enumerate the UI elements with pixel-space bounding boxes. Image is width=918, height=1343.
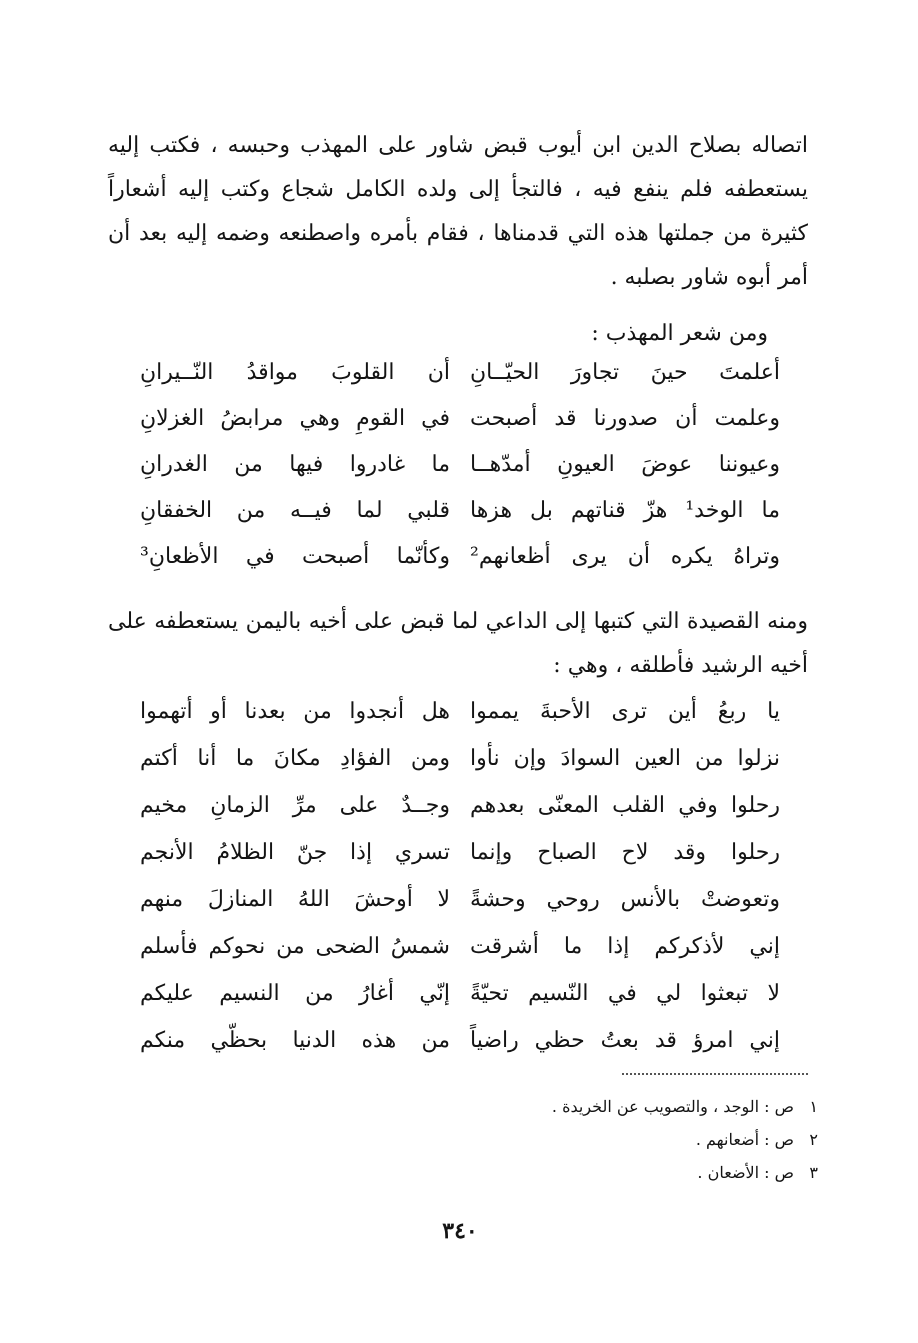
footnote-text: ص : الوجد ، والتصويب عن الخريدة . [551,1097,794,1116]
footnote-text: ص : الأضعان . [697,1163,794,1182]
footnote-text: ص : أضعانهم . [695,1130,794,1149]
verse-line [140,970,780,1017]
verse-second-hemistich: ومن الفؤادِ مكانَ ما أنا أكتم [140,746,450,771]
verse-line [140,396,780,442]
verse-second-hemistich: في القومِ وهي مرابضُ الغزلانِ [140,406,450,431]
poem-2 [140,688,780,1064]
verse-first-hemistich: إني لأذكركم إذا ما أشرقت [470,934,780,959]
verse-second-hemistich: هل أنجدوا من بعدنا أو أتهموا [140,699,450,724]
verse-second-hemistich: تسري إذا جنّ الظلامُ الأنجم [140,840,450,865]
paragraph-qasida-intro: ومنه القصيدة التي كتبها إلى الداعي لما قبض على أخيه باليمن يستعطفه على أخيه الرشيد فأطلقه ، وهي : [108,609,808,678]
verse-second-hemistich: أن القلوبَ مواقدُ النّــيرانِ [140,360,450,385]
verse-line [140,735,780,782]
verse-first-hemistich: وتعوضتْ بالأنس روحي وحشةً [470,887,780,912]
footnote-separator [622,1073,808,1075]
verse-first-hemistich: رحلوا وفي القلب المعنّى بعدهم [470,793,780,818]
poem-1 [140,350,780,580]
footnote-number: ١ [809,1097,818,1116]
verse-first-hemistich: نزلوا من العين السوادَ وإن نأوا [470,746,780,771]
verse-second-hemistich: لا أوحشَ اللهُ المنازلَ منهم [140,887,450,912]
verse-second-hemistich: وجــدٌ على مرِّ الزمانِ مخيم [140,793,450,818]
verse-line [140,442,780,488]
verse-first-hemistich: وعلمت أن صدورنا قد أصبحت [470,406,780,431]
verse-line [140,350,780,396]
verse-first-hemistich: لا تبعثوا لي في النّسيم تحيّةً [470,981,780,1006]
verse-first-hemistich: يا ربعُ أين ترى الأحبةَ يمموا [470,699,780,724]
verse-line [140,923,780,970]
verse-second-hemistich: وكأنّما أصبحت في الأظعانِ³ [140,544,450,569]
verse-line [140,782,780,829]
poem-intro: ومن شعر المهذب : [591,321,768,346]
page-number: ٣٤٠ [442,1218,478,1244]
footnote-number: ٢ [809,1130,818,1149]
verse-first-hemistich: وتراهُ يكره أن يرى أظعانهم² [470,544,780,569]
verse-second-hemistich: من هذه الدنيا بحظّي منكم [140,1028,450,1053]
footnote [552,1156,818,1189]
verse-first-hemistich: رحلوا وقد لاح الصباح وإنما [470,840,780,865]
verse-first-hemistich: وعيوننا عوضَ العيونِ أمدّهــا [470,452,780,477]
footnotes [552,1090,818,1189]
footnote-number: ٣ [809,1163,818,1182]
verse-line [140,534,780,580]
verse-line [140,1017,780,1064]
verse-second-hemistich: شمسُ الضحى من نحوكم فأسلم [140,934,450,959]
verse-line [140,876,780,923]
verse-second-hemistich: قلبي لما فيــه من الخفقانِ [140,498,450,523]
footnote [552,1123,818,1156]
footnote [552,1090,818,1123]
paragraph-intro: اتصاله بصلاح الدين ابن أيوب قبض شاور على المهذب وحبسه ، فكتب إليه يستعطفه فلم ينفع فيه ، فالتجأ إلى ولده الكامل شجاع وكتب إليه أشعاراً كثيرة من جملتها هذه التي قدمناها ، فقام بأمره واصطنعه وضمه إليه بعد أن أمر أبوه شاور بصلبه . [108,133,808,290]
verse-second-hemistich: إنّي أغارُ من النسيم عليكم [140,981,450,1006]
verse-first-hemistich: ما الوخد¹ هزّ قناتهم بل هزها [470,498,780,523]
verse-first-hemistich: إني امرؤ قد بعتُ حظي راضياً [470,1028,780,1053]
verse-line [140,488,780,534]
verse-second-hemistich: ما غادروا فيها من الغدرانِ [140,452,450,477]
verse-first-hemistich: أعلمتَ حينَ تجاورَ الحيّــانِ [470,360,780,385]
verse-line [140,688,780,735]
verse-line [140,829,780,876]
